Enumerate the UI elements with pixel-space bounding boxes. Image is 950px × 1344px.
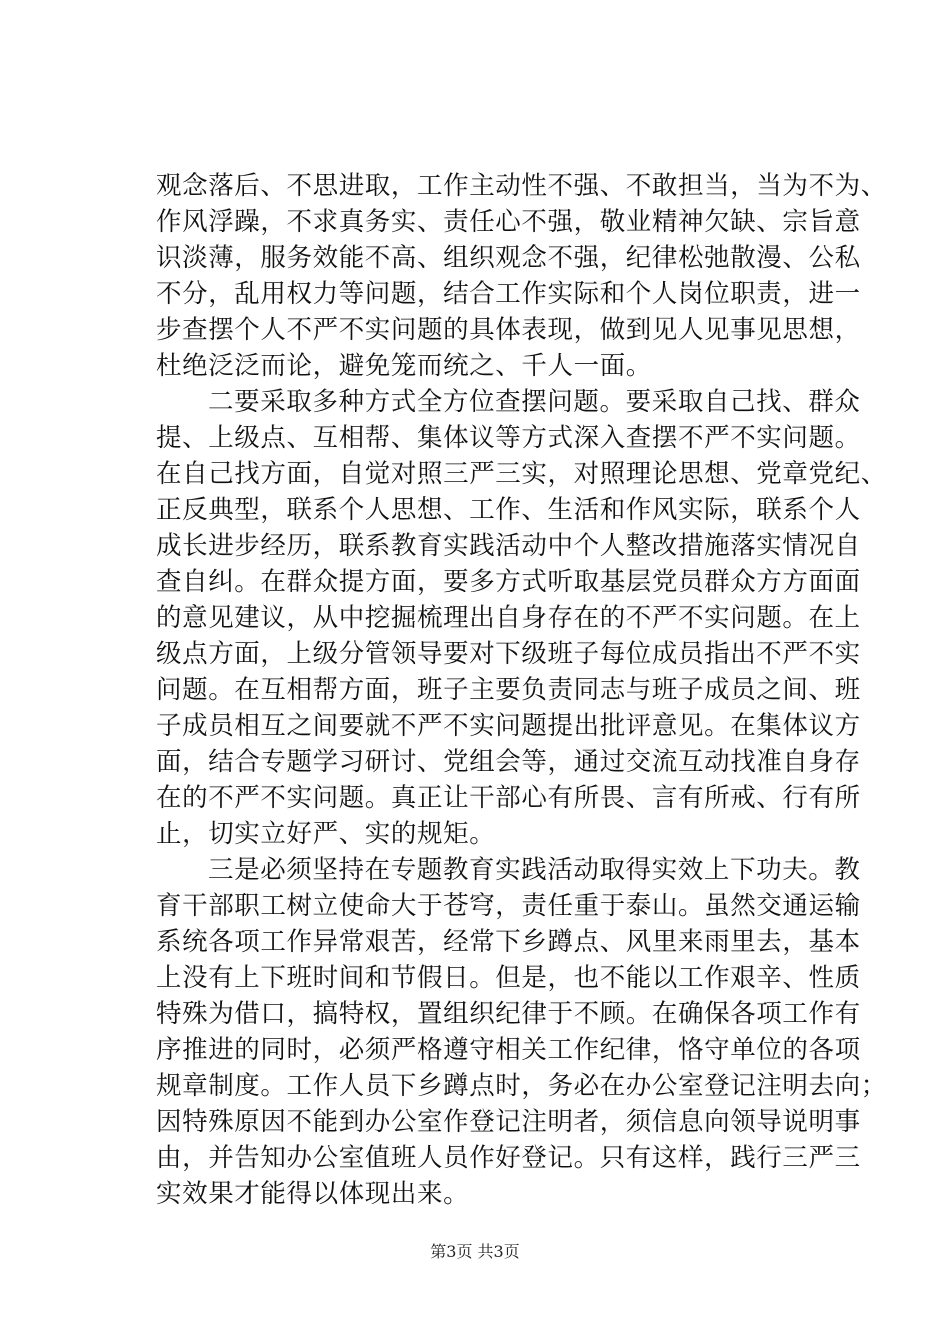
paragraph-start-line: 二要采取多种方式全方位查摆问题。要采取自己找、群众 [208,387,861,417]
text-line: 作风浮躁，不求真务实、责任心不强，敬业精神欠缺、宗旨意 [156,207,861,237]
text-line: 步查摆个人不严不实问题的具体表现，做到见人见事见思想， [156,315,861,345]
text-line: 因特殊原因不能到办公室作登记注明者，须信息向领导说明事 [156,1107,861,1137]
text-line: 面，结合专题学习研讨、党组会等，通过交流互动找准自身存 [156,747,861,777]
text-line: 的意见建议，从中挖掘梳理出自身存在的不严不实问题。在上 [156,603,861,633]
text-line: 查自纠。在群众提方面，要多方式听取基层党员群众方方面面 [156,567,861,597]
text-line: 规章制度。工作人员下乡蹲点时，务必在办公室登记注明去向； [156,1071,887,1101]
text-line: 系统各项工作异常艰苦，经常下乡蹲点、风里来雨里去，基本 [156,927,861,957]
text-line: 在的不严不实问题。真正让干部心有所畏、言有所戒、行有所 [156,783,861,813]
text-line: 成长进步经历，联系教育实践活动中个人整改措施落实情况自 [156,531,861,561]
text-line: 育干部职工树立使命大于苍穹，责任重于泰山。虽然交通运输 [156,891,861,921]
text-line: 识淡薄，服务效能不高、组织观念不强，纪律松弛散漫、公私 [156,243,861,273]
text-line: 实效果才能得以体现出来。 [156,1179,470,1209]
text-line: 杜绝泛泛而论，避免笼而统之、千人一面。 [156,351,652,381]
body-text [156,168,887,1212]
text-line: 在自己找方面，自觉对照三严三实，对照理论思想、党章党纪、 [156,459,887,489]
text-line: 子成员相互之间要就不严不实问题提出批评意见。在集体议方 [156,711,861,741]
text-line: 观念落后、不思进取，工作主动性不强、不敢担当，当为不为、 [156,171,887,201]
page-footer [0,1242,950,1262]
page-number-label: 第3页 共3页 [430,1242,520,1261]
text-line: 由，并告知办公室值班人员作好登记。只有这样，践行三严三 [156,1143,861,1173]
paragraph-start-line: 三是必须坚持在专题教育实践活动取得实效上下功夫。教 [208,855,861,885]
text-line: 级点方面，上级分管领导要对下级班子每位成员指出不严不实 [156,639,861,669]
text-line: 不分，乱用权力等问题，结合工作实际和个人岗位职责，进一 [156,279,861,309]
text-line: 正反典型，联系个人思想、工作、生活和作风实际，联系个人 [156,495,861,525]
text-line: 问题。在互相帮方面，班子主要负责同志与班子成员之间、班 [156,675,861,705]
text-line: 止，切实立好严、实的规矩。 [156,819,496,849]
text-line: 提、上级点、互相帮、集体议等方式深入查摆不严不实问题。 [156,423,861,453]
text-line: 序推进的同时，必须严格遵守相关工作纪律，恪守单位的各项 [156,1035,861,1065]
text-line: 特殊为借口，搞特权，置组织纪律于不顾。在确保各项工作有 [156,999,861,1029]
text-line: 上没有上下班时间和节假日。但是，也不能以工作艰辛、性质 [156,963,861,993]
